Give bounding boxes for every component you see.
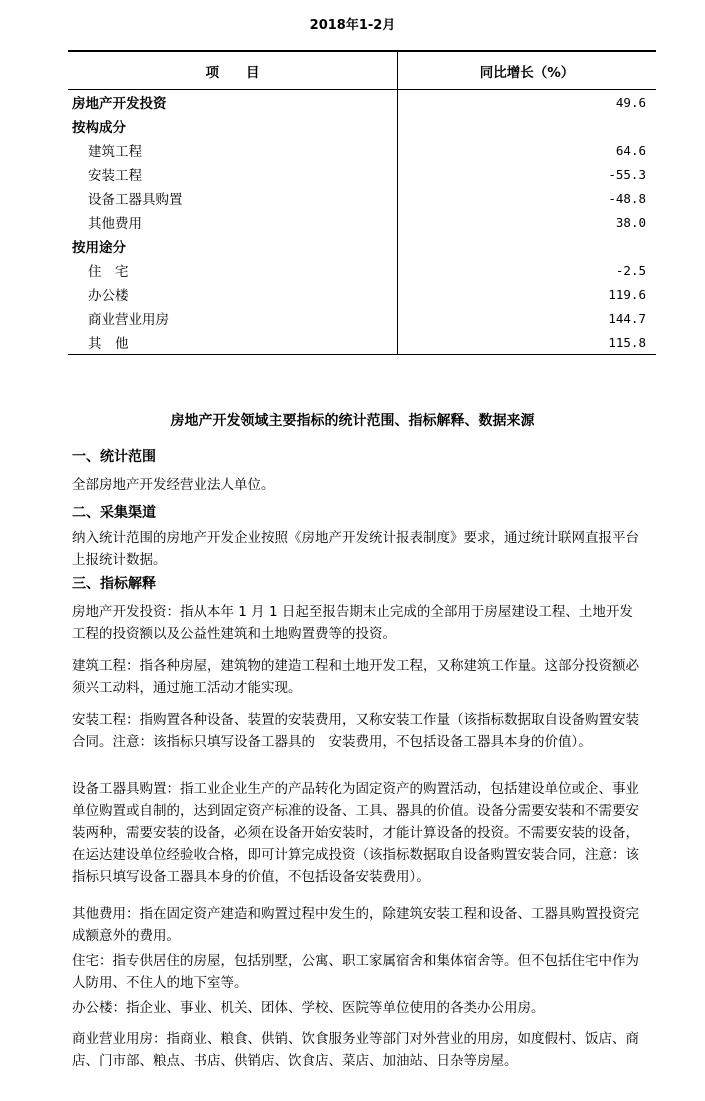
row-label: 设备工器具购置	[68, 186, 398, 210]
row-value	[398, 234, 657, 258]
row-label: 按用途分	[68, 234, 398, 258]
row-value: -2.5	[615, 262, 646, 278]
row-value: 64.6	[615, 142, 646, 158]
table-row	[68, 282, 656, 306]
definition-other-costs: 其他费用：指在固定资产建造和购置过程中发生的，除建筑安装工程和设备、工器具购置投资完成额意外的费用。	[72, 906, 639, 944]
table-row	[68, 234, 656, 258]
header-item: 项 目	[68, 51, 398, 90]
definition-residential: 住宅：指专供居住的房屋，包括别墅，公寓、职工家属宿舍和集体宿舍等。但不包括住宅中作为人防用、不住人的地下室等。	[72, 953, 639, 991]
table-row	[68, 114, 656, 138]
row-value: 119.6	[608, 286, 646, 302]
definition-investment: 房地产开发投资：指从本年 1 月 1 日起至报告期末止完成的全部用于房屋建设工程、土地开发工程的投资额以及公益性建筑和土地购置费等的投资。	[72, 604, 633, 642]
row-label: 房地产开发投资	[68, 90, 398, 115]
section-heading-scope: 一、统计范围	[72, 449, 156, 465]
row-value: -55.3	[608, 166, 646, 182]
row-label: 按构成分	[68, 114, 398, 138]
definition-office: 办公楼：指企业、事业、机关、团体、学校、医院等单位使用的各类办公用房。	[72, 1000, 545, 1016]
table-row	[68, 162, 656, 186]
row-label: 建筑工程	[68, 138, 398, 162]
table-row	[68, 138, 656, 162]
row-value: 144.7	[608, 310, 646, 326]
row-value: 38.0	[615, 214, 646, 230]
table-row	[68, 210, 656, 234]
table-row	[68, 90, 656, 115]
row-value: 115.8	[398, 330, 657, 355]
row-label: 商业营业用房	[68, 306, 398, 330]
section-text-collection: 纳入统计范围的房地产开发企业按照《房地产开发统计报表制度》要求，通过统计联网直报平台上报统计数据。	[72, 530, 639, 568]
row-label: 住 宅	[68, 258, 398, 282]
row-value: 49.6	[615, 94, 646, 110]
row-value: -48.8	[608, 190, 646, 206]
row-label: 办公楼	[68, 282, 398, 306]
section-text-scope: 全部房地产开发经营业法人单位。	[72, 477, 275, 493]
row-label: 安装工程	[68, 162, 398, 186]
section-heading-collection: 二、采集渠道	[72, 505, 156, 521]
table-header-row	[68, 51, 656, 90]
definition-installation: 安装工程：指购置各种设备、装置的安装费用，又称安装工作量（该指标数据取自设备购置安装合同。注意：该指标只填写设备工器具的 安装费用，不包括设备工器具本身的价值）。	[72, 712, 639, 750]
growth-table	[68, 50, 656, 355]
definition-construction: 建筑工程：指各种房屋，建筑物的建造工程和土地开发工程，又称建筑工作量。这部分投资额必须兴工动料，通过施工活动才能实现。	[72, 658, 639, 696]
definition-equipment: 设备工器具购置：指工业企业生产的产品转化为固定资产的购置活动，包括建设单位或企、事业单位购置或自制的，达到固定资产标准的设备、工具、器具的价值。设备分需要安装和不需要安装两种，需要安装的设备，必须在设备开始安装时，才能计算设备的投资。不需要安装的设备，在运达建设单位经验收合格，即可计算完成投资（该指标数据取自设备购置安装合同，注意：该指标只填写设备工器具本身的价值，不包括设备安装费用）。	[72, 781, 639, 885]
table-row	[68, 186, 656, 210]
notes-title: 房地产开发领域主要指标的统计范围、指标解释、数据来源	[170, 413, 535, 429]
table-date: 2018年1-2月	[309, 18, 396, 33]
table-row	[68, 306, 656, 330]
row-label: 其他费用	[68, 210, 398, 234]
table-row	[68, 258, 656, 282]
row-value	[398, 114, 657, 138]
table-row	[68, 330, 656, 355]
header-growth: 同比增长（%）	[398, 51, 657, 90]
section-heading-definitions: 三、指标解释	[72, 576, 156, 592]
definition-commercial: 商业营业用房：指商业、粮食、供销、饮食服务业等部门对外营业的用房，如度假村、饭店、商店、门市部、粮点、书店、供销店、饮食店、菜店、加油站、日杂等房屋。	[72, 1031, 639, 1069]
row-label: 其 他	[68, 330, 398, 355]
